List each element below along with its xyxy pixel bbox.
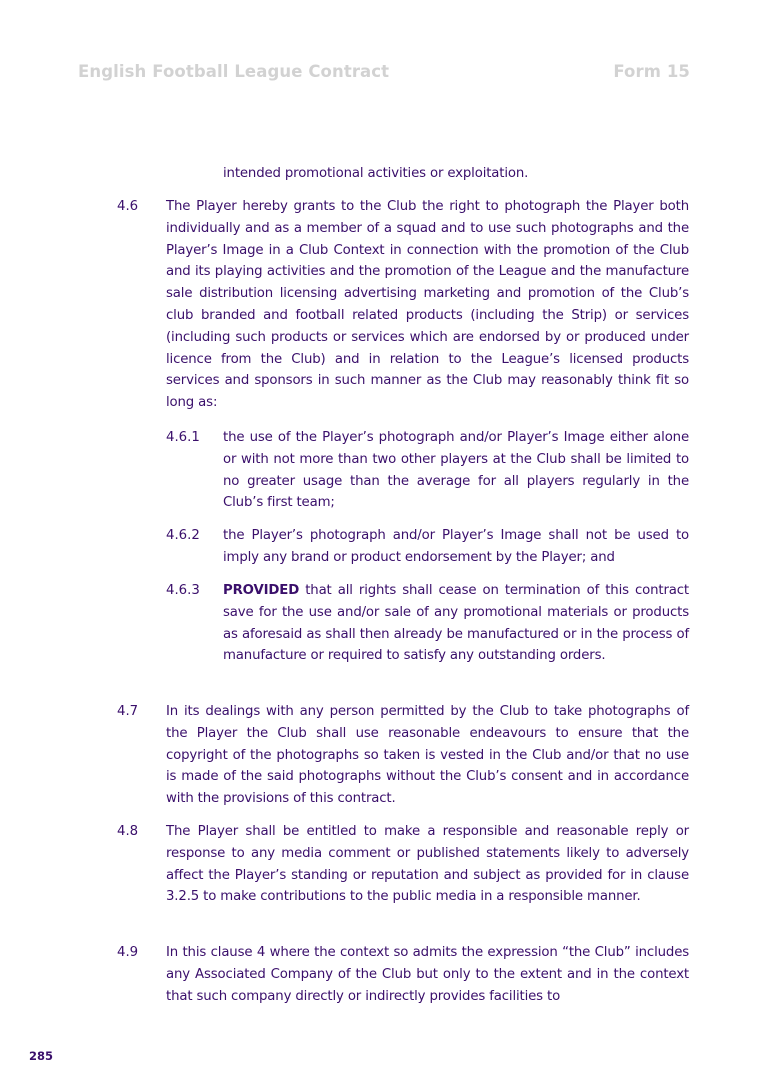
clause-4-8-text: The Player shall be entitled to make a responsible and reasonable reply or response to any media comment or published statements likely to adversely affect the Player’s standing or reputation and subject as provided for in clause 3.2.5 to make contributions to the public media in a responsible manner. (166, 824, 689, 905)
clause-4-7-number: 4.7 (117, 704, 139, 719)
clause-4-8-number: 4.8 (117, 824, 139, 839)
clause-4-6-3-text (223, 580, 689, 667)
clause-4-6-2-text: the Player’s photograph and/or Player’s Image shall not be used to imply any brand or product endorsement by the Player; and (223, 528, 689, 565)
page-number: 285 (29, 1049, 54, 1063)
clause-4-6-number: 4.6 (117, 199, 139, 214)
clause-4-9-number: 4.9 (117, 945, 139, 960)
clause-4-6-3-body: that all rights shall cease on termination of this contract save for the use and/or sale of any promotional materials or products as aforesaid as shall then already be manufactured or in the process of manufacture or required to satisfy any outstanding orders. (223, 583, 689, 664)
clause-4-6-1-text: the use of the Player’s photograph and/or Player’s Image either alone or with not more than two other players at the Club shall be limited to no greater usage than the average for all players regularly in the Club’s first team; (223, 430, 689, 511)
provided-keyword: PROVIDED (223, 583, 300, 598)
clause-4-6-1-number: 4.6.1 (166, 430, 200, 445)
continuation-text: intended promotional activities or exploitation. (223, 166, 529, 181)
clause-4-7-text: In its dealings with any person permitted by the Club to take photographs of the Player the Club shall use reasonable endeavours to ensure that the copyright of the photographs so taken is vested in the Club and/or that no use is made of the said photographs without the Club’s consent and in accordance with the provisions of this contract. (166, 704, 689, 807)
clause-4-9-text: In this clause 4 where the context so admits the expression “the Club” includes any Associated Company of the Club but only to the extent and in the context that such company directly or indirectly provides facilities to (166, 945, 689, 1004)
clause-4-6-text: The Player hereby grants to the Club the right to photograph the Player both individually and as a member of a squad and to use such photographs and the Player’s Image in a Club Context in connection with the promotion of the Club and its playing activities and the promotion of the League and the manufacture sale distribution licensing advertising marketing and promotion of the Club’s club branded and football related products (including the Strip) or services (including such products or services which are endorsed by or produced under licence from the Club) and in relation to the League’s licensed products services and sponsors in such manner as the Club may reasonably think fit so long as: (166, 199, 689, 411)
form-number: Form 15 (613, 62, 690, 81)
clause-4-6-2-number: 4.6.2 (166, 528, 200, 543)
clause-4-6-3-number: 4.6.3 (166, 583, 200, 598)
document-title: English Football League Contract (78, 62, 390, 81)
